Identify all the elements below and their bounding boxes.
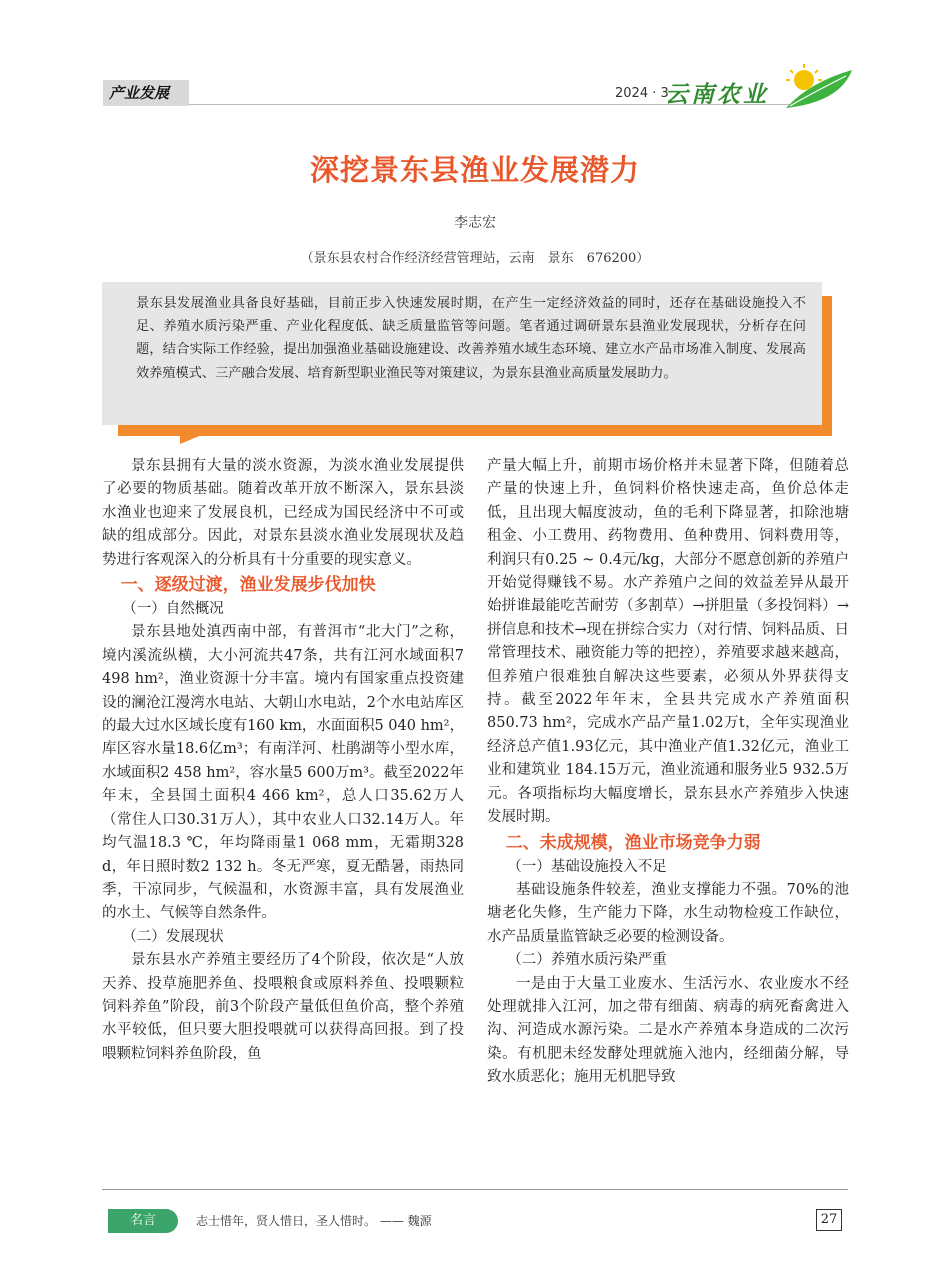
body-paragraph: 一是由于大量工业废水、生活污水、农业废水不经处理就排入江河，加之带有细菌、病毒的病死畜禽进入沟、河造成水源污染。二是水产养殖本身造成的二次污染。有机肥未经发酵处理就施入池内，经细菌分解，导致水质恶化；施用无机肥导致 (487, 975, 849, 1086)
body-paragraph: 景东县水产养殖主要经历了4个阶段，依次是“人放天养、投草施肥养鱼、投喂粮食或原料养鱼、投喂颗粒饲料养鱼”阶段，前3个阶段产量低但鱼价高，整个养殖水平较低，但只要大胆投喂就可以获得高回报。到了投喂颗粒饲料养鱼阶段，鱼 (102, 952, 464, 1062)
abstract-accent-tail (180, 434, 204, 444)
left-column (102, 455, 464, 1066)
author-name: 李志宏 (454, 215, 496, 231)
subsection-heading: （一）基础设施投入不足 (507, 858, 667, 875)
body-paragraph: 基础设施条件较差，渔业支撑能力不强。70%的池塘老化失修，生产能力下降，水生动物检疫工作缺位，水产品质量监管缺乏必要的检测设备。 (487, 881, 849, 945)
section-heading: 一、逐级过渡，渔业发展步伐加快 (120, 575, 376, 596)
magazine-name: 云南农业 (665, 81, 769, 108)
footer-divider (102, 1189, 848, 1190)
subsection-heading: （二）养殖水质污染严重 (507, 952, 667, 969)
section-tag: 产业发展 (103, 80, 189, 106)
abstract: 景东县发展渔业具备良好基础，目前正步入快速发展时期，在产生一定经济效益的同时，还存在基础设施投入不足、养殖水质污染严重、产业化程度低、缺乏质量监管等问题。笔者通过调研景东县渔业发展现状，分析存在问题，结合实际工作经验，提出加强渔业基础设施建设、改善养殖水域生态环境、建立水产品市场准入制度、发展高效养殖模式、三产融合发展、培育新型职业渔民等对策建议，为景东县渔业高质量发展助力。 (102, 282, 822, 425)
right-column (487, 455, 849, 1090)
author-affiliation: （景东县农村合作经济经营管理站，云南 景东 676200） (300, 251, 650, 266)
intro-paragraph: 景东县拥有大量的淡水资源，为淡水渔业发展提供了必要的物质基础。随着改革开放不断深入，景东县淡水渔业也迎来了发展良机，已经成为国民经济中不可或缺的组成部分。因此，对景东县淡水渔业发展现状及趋势进行客观深入的分析具有十分重要的现实意义。 (102, 458, 464, 568)
page-number: 27 (816, 1209, 842, 1231)
section-heading: 二、未成规模，渔业市场竞争力弱 (505, 832, 761, 853)
motto-quote: 志士惜年，贤人惜日，圣人惜时。 —— 魏源 (196, 1214, 432, 1228)
sun-leaf-logo-icon (780, 62, 854, 110)
subsection-heading: （一）自然概况 (122, 601, 224, 618)
subsection-heading: （二）发展现状 (122, 928, 224, 945)
article-title: 深挖景东县渔业发展潜力 (309, 153, 640, 187)
body-paragraph-continued: 产量大幅上升，前期市场价格并未显著下降，但随着总产量的快速上升，鱼饲料价格快速走高，鱼价总体走低，且出现大幅度波动，鱼的毛利下降显著，扣除池塘租金、小工费用、药物费用、鱼种费用、饲料费用等，利润只有0.25 ~ 0.4元/kg，大部分不愿意创新的养殖户开始觉得赚钱不易。水产养殖户之间的效益差异从最开始拼谁最能吃苦耐劳（多割草）→拼胆量（多投饲料）→拼信息和技术→现在拼综合实力（对行情、饲料品质、日常管理技术、融资能力等的把控），养殖要求越来越高，但养殖户很难独自解决这些要素，必须从外界获得支持。截至2022年年末，全县共完成水产养殖面积850.73 hm²，完成水产品产量1.02万t，全年实现渔业经济总产值1.93亿元，其中渔业产值1.32亿元，渔业工业和建筑业 184.15万元，渔业流通和服务业5 932.5万元。各项指标均大幅度增长，景东县水产养殖步入快速发展时期。 (487, 458, 849, 826)
body-paragraph: 景东县地处滇西南中部，有普洱市“北大门”之称，境内溪流纵横，大小河流共47条，共有江河水域面积7 498 hm²，渔业资源十分丰富。境内有国家重点投资建设的澜沧江漫湾水电站、大朝山水电站，2个水电站库区的最大过水区域长度有160 km，水面面积5 040 hm²，库区容水量18.6亿m³；有南洋河、杜鹃湖等小型水库，水域面积2 458 hm²，容水量5 600万m³。截至2022年年末，全县国土面积4 466 km²，总人口35.62万人（常住人口30.31万人），其中农业人口32.14万人。年均气温18.3 ℃，年均降雨量1 068 mm，无霜期328 d，年日照时数2 132 h。冬无严寒，夏无酷暑，雨热同季，干凉同步，气候温和，水资源丰富，具有发展渔业的水土、气候等自然条件。 (102, 624, 464, 922)
motto-label: 名言 (108, 1209, 178, 1233)
issue-number: 2024 · 3 (615, 86, 669, 101)
